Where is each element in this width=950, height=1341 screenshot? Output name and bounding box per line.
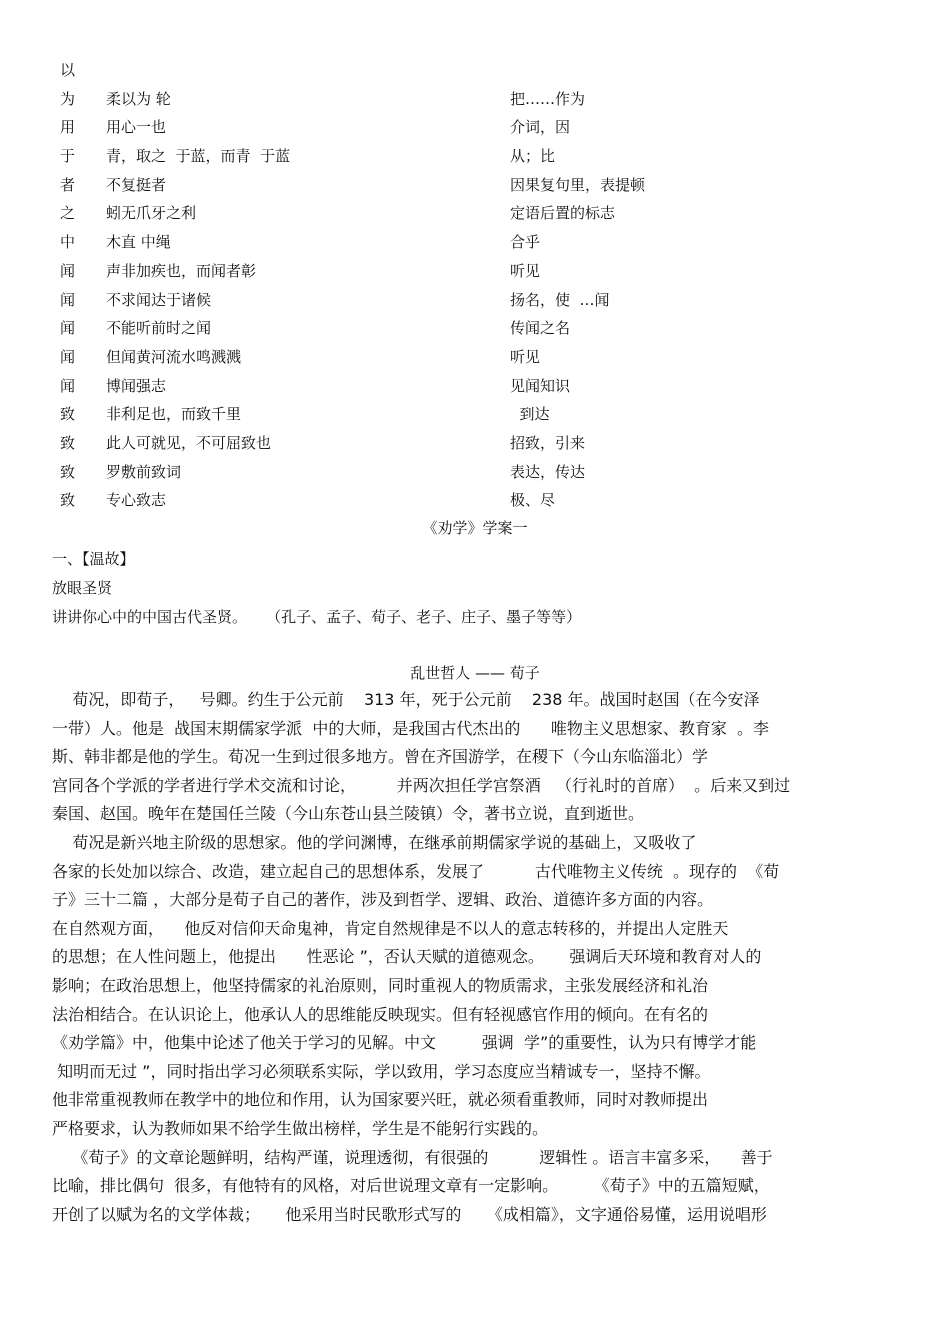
essay-line: 荀况，即荀子， 号卿。约生于公元前 313 年，死于公元前 238 年。战国时赵国（在今安泽 <box>52 690 760 709</box>
essay-line: 开创了以赋为名的文学体裁； 他采用当时民歌形式写的 《成相篇》，文字通俗易懂，运用说唱形 <box>52 1204 767 1224</box>
vocab-char: 致 <box>60 405 76 424</box>
vocab-head: 以 <box>60 61 76 79</box>
vocab-head-row <box>60 56 920 85</box>
prompt-line: 讲讲你心中的中国古代圣贤。 （孔子、孟子、荀子、老子、庄子、墨子等等） <box>52 608 582 626</box>
vocab-char: 致 <box>60 462 76 481</box>
vocab-char: 闻 <box>60 376 76 395</box>
essay-line: 严格要求，认为教师如果不给学生做出榜样，学生是不能躬行实践的。 <box>52 1118 549 1138</box>
vocab-row <box>60 400 920 429</box>
vocab-meaning: 定语后置的标志 <box>510 204 616 223</box>
essay-line: 各家的长处加以综合、改造，建立起自己的思想体系，发展了 古代唯物主义传统 。现存的 《荀 <box>52 861 780 881</box>
vocab-char: 之 <box>60 204 76 223</box>
case-title: 《劝学》学案一 <box>422 519 528 537</box>
essay-line: 一带）人。他是 战国末期儒家学派 中的大师，是我国古代杰出的 唯物主义思想家、教育家 。李 <box>52 718 770 738</box>
essay-body <box>52 686 852 1229</box>
vocab-char: 用 <box>60 118 76 137</box>
vocab-row <box>60 199 920 228</box>
essay-line: 比喻，排比偶句 很多，有他特有的风格，对后世说理文章有一定影响。 《荀子》中的五篇短赋， <box>52 1176 770 1196</box>
vocab-meaning: 介词，因 <box>510 118 571 137</box>
essay-line: 斯、韩非都是他的学生。荀况一生到过很多地方。曾在齐国游学，在稷下（今山东临淄北）学 <box>52 747 709 767</box>
vocab-example: 蚓无爪牙之利 <box>106 204 197 223</box>
essay-title: 乱世哲人 —— 荀子 <box>410 664 540 682</box>
essay-line: 秦国、赵国。晚年在楚国任兰陵（今山东苍山县兰陵镇）令，著书立说，直到逝世。 <box>52 804 645 824</box>
vocab-example: 木直 中绳 <box>106 233 171 252</box>
essay-line: 知明而无过 ”，同时指出学习必须联系实际，学以致用，学习态度应当精诚专一，坚持不懈。 <box>52 1061 711 1081</box>
section-heading: 一、【温故】 <box>52 550 135 568</box>
vocab-char: 闻 <box>60 261 76 280</box>
vocab-char: 者 <box>60 175 76 194</box>
vocab-example: 不复挺者 <box>106 175 167 194</box>
vocab-meaning: 听见 <box>510 347 541 366</box>
vocab-meaning: 把……作为 <box>510 89 586 108</box>
vocab-example: 不能听前时之闻 <box>106 319 212 338</box>
vocab-row <box>60 142 920 171</box>
essay-line: 法治相结合。在认识论上，他承认人的思维能反映现实。但有轻视感官作用的倾向。在有名的 <box>52 1004 709 1024</box>
vocab-row <box>60 286 920 315</box>
vocab-example: 柔以为 轮 <box>106 89 171 108</box>
vocab-meaning: 极、尽 <box>510 491 556 510</box>
vocab-table <box>60 56 920 515</box>
vocab-meaning: 招致，引来 <box>510 433 586 452</box>
vocab-meaning: 从；比 <box>510 147 556 166</box>
vocab-row <box>60 171 920 200</box>
vocab-example: 此人可就见，不可屈致也 <box>106 433 272 452</box>
vocab-char: 于 <box>60 147 76 166</box>
essay-line: 的思想；在人性问题上，他提出 性恶论 ”，否认天赋的道德观念。 强调后天环境和教育对人的 <box>52 947 762 967</box>
vocab-example: 声非加疾也，而闻者彰 <box>106 261 257 280</box>
vocab-meaning: 扬名，使 …闻 <box>510 290 610 309</box>
vocab-row <box>60 486 920 515</box>
essay-line: 《荀子》的文章论题鲜明，结构严谨，说理透彻，有很强的 逻辑性 。语言丰富多采， 善于 <box>52 1147 773 1167</box>
vocab-example: 博闻强志 <box>106 376 167 395</box>
essay-line: 他非常重视教师在教学中的地位和作用，认为国家要兴旺，就必须看重教师，同时对教师提出 <box>52 1090 709 1110</box>
vocab-meaning: 到达 <box>510 405 550 424</box>
vocab-meaning: 表达，传达 <box>510 462 586 481</box>
vocab-row <box>60 458 920 487</box>
vocab-meaning: 听见 <box>510 261 541 280</box>
essay-line: 《劝学篇》中，他集中论述了他关于学习的见解。中文 强调 学”的重要性，认为只有博学才能 <box>52 1033 757 1053</box>
vocab-example: 专心致志 <box>106 491 167 510</box>
vocab-char: 为 <box>60 89 76 108</box>
vocab-example: 青，取之 于蓝，而青 于蓝 <box>106 147 291 166</box>
vocab-rows <box>60 85 920 515</box>
vocab-row <box>60 372 920 401</box>
vocab-char: 闻 <box>60 319 76 338</box>
vocab-row <box>60 257 920 286</box>
vocab-row <box>60 113 920 142</box>
vocab-example: 但闻黄河流水鸣溅溅 <box>106 347 242 366</box>
essay-line: 宫同各个学派的学者进行学术交流和讨论， 并两次担任学宫祭酒 （行礼时的首席） 。后来又到过 <box>52 775 791 795</box>
essay-line: 在自然观方面， 他反对信仰天命鬼神，肯定自然规律是不以人的意志转移的，并提出人定胜天 <box>52 918 729 938</box>
vocab-meaning: 见闻知识 <box>510 376 571 395</box>
vocab-row <box>60 343 920 372</box>
vocab-example: 非利足也，而致千里 <box>106 405 242 424</box>
vocab-meaning: 传闻之名 <box>510 319 571 338</box>
vocab-meaning: 因果复句里，表提顿 <box>510 175 646 194</box>
essay-line: 荀况是新兴地主阶级的思想家。他的学问渊博，在继承前期儒家学说的基础上，又吸收了 <box>52 832 697 852</box>
essay-line: 影响；在政治思想上，他坚持儒家的礼治原则，同时重视人的物质需求，主张发展经济和礼治 <box>52 975 709 995</box>
vocab-char: 致 <box>60 491 76 510</box>
subheading: 放眼圣贤 <box>52 579 113 597</box>
vocab-meaning: 合乎 <box>510 233 541 252</box>
vocab-example: 罗敷前致词 <box>106 462 182 481</box>
vocab-char: 闻 <box>60 290 76 309</box>
vocab-row <box>60 314 920 343</box>
essay-line: 子》三十二篇 ，大部分是荀子自己的著作，涉及到哲学、逻辑、政治、道德许多方面的内容。 <box>52 890 714 910</box>
vocab-char: 闻 <box>60 347 76 366</box>
vocab-char: 致 <box>60 433 76 452</box>
vocab-row <box>60 228 920 257</box>
vocab-example: 不求闻达于诸候 <box>106 290 212 309</box>
vocab-example: 用心一也 <box>106 118 167 137</box>
vocab-row <box>60 429 920 458</box>
vocab-char: 中 <box>60 233 76 252</box>
vocab-row <box>60 85 920 114</box>
